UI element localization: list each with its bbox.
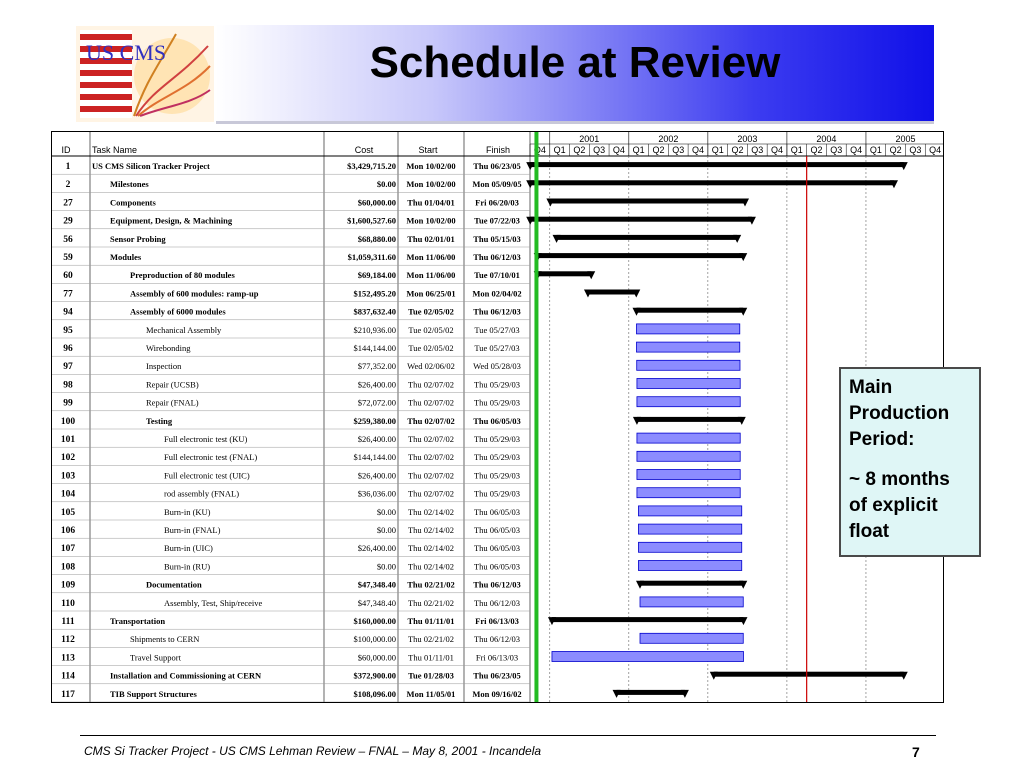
task-start: Thu 01/11/01 xyxy=(407,616,455,626)
task-bar xyxy=(637,360,740,370)
task-finish: Thu 05/29/03 xyxy=(473,397,521,408)
task-bar xyxy=(637,433,740,443)
task-start: Thu 02/14/02 xyxy=(407,543,455,554)
task-cost: $152,495.20 xyxy=(353,288,396,299)
task-finish: Thu 06/12/03 xyxy=(473,306,521,317)
task-id: 95 xyxy=(63,325,73,336)
task-bar xyxy=(638,561,741,571)
task-finish: Thu 05/29/03 xyxy=(473,452,521,463)
task-finish: Wed 05/28/03 xyxy=(473,361,521,372)
task-finish: Thu 05/29/03 xyxy=(473,434,521,444)
task-cost: $3,429,715.20 xyxy=(347,161,396,171)
task-name: Assembly, Test, Ship/receive xyxy=(164,597,263,608)
year-label: 2002 xyxy=(658,134,679,144)
task-start: Thu 02/07/02 xyxy=(407,379,455,390)
task-id: 106 xyxy=(60,526,76,536)
task-finish: Tue 07/10/01 xyxy=(474,270,520,281)
task-start: Thu 02/14/02 xyxy=(407,525,455,535)
task-finish: Thu 06/05/03 xyxy=(473,561,521,572)
task-id: 104 xyxy=(60,489,76,500)
task-bar xyxy=(638,506,741,516)
task-start: Mon 06/25/01 xyxy=(406,288,456,299)
task-bar xyxy=(637,488,740,498)
task-id: 108 xyxy=(60,562,76,573)
task-start: Thu 02/07/02 xyxy=(407,470,455,481)
callout-line-1: Main Production Period: xyxy=(849,377,950,450)
task-cost: $47,348.40 xyxy=(357,597,396,608)
task-id: 99 xyxy=(63,398,73,409)
task-name: Repair (FNAL) xyxy=(146,397,199,408)
column-header: Task Name xyxy=(92,145,138,155)
task-cost: $259,380.00 xyxy=(353,415,396,426)
summary-bar xyxy=(552,617,744,622)
task-id: 100 xyxy=(60,416,76,427)
task-name: Documentation xyxy=(146,579,202,590)
quarter-label: Q2 xyxy=(731,145,744,155)
task-cost: $26,400.00 xyxy=(357,470,396,481)
year-label: 2003 xyxy=(737,134,758,144)
task-bar xyxy=(637,451,740,461)
year-label: 2004 xyxy=(816,134,837,144)
task-name: Inspection xyxy=(146,361,182,372)
task-start: Thu 02/07/02 xyxy=(407,488,455,499)
task-cost: $68,880.00 xyxy=(357,233,396,244)
task-id: 1 xyxy=(65,162,71,172)
task-id: 107 xyxy=(60,544,76,555)
summary-bar xyxy=(538,253,744,258)
task-id: 27 xyxy=(63,198,73,209)
task-finish: Mon 09/16/02 xyxy=(472,688,522,699)
column-header: Cost xyxy=(354,145,374,155)
task-id: 102 xyxy=(60,453,76,464)
task-start: Thu 02/07/02 xyxy=(407,434,455,444)
quarter-label: Q3 xyxy=(593,145,606,155)
task-bar xyxy=(636,324,739,334)
task-finish: Thu 06/12/03 xyxy=(473,634,521,645)
task-name: Repair (UCSB) xyxy=(146,379,199,390)
task-start: Mon 11/06/00 xyxy=(406,270,456,281)
quarter-label: Q3 xyxy=(672,145,685,155)
task-start: Wed 02/06/02 xyxy=(407,361,455,372)
task-start: Thu 02/07/02 xyxy=(407,452,455,463)
task-id: 113 xyxy=(61,653,75,664)
task-bar xyxy=(637,470,740,480)
task-finish: Thu 05/29/03 xyxy=(473,470,521,481)
task-finish: Thu 06/12/03 xyxy=(473,252,521,262)
task-cost: $144,144.00 xyxy=(353,343,396,353)
summary-bar xyxy=(588,290,636,295)
task-finish: Thu 06/12/03 xyxy=(473,597,521,608)
task-id: 56 xyxy=(63,234,73,245)
task-cost: $77,352.00 xyxy=(357,361,396,372)
task-name: Full electronic test (UIC) xyxy=(164,470,250,481)
task-bar xyxy=(637,379,740,389)
task-id: 112 xyxy=(61,635,75,646)
footer-divider xyxy=(80,735,936,736)
task-id: 103 xyxy=(60,471,76,482)
task-cost: $72,072.00 xyxy=(357,397,396,408)
summary-bar xyxy=(530,217,752,222)
float-callout xyxy=(839,367,981,557)
task-start: Thu 02/14/02 xyxy=(407,561,455,572)
task-id: 96 xyxy=(63,344,73,354)
task-start: Mon 11/06/00 xyxy=(406,252,456,262)
task-start: Thu 02/07/02 xyxy=(407,415,455,426)
task-cost: $108,096.00 xyxy=(353,688,396,699)
gantt-svg xyxy=(52,132,944,703)
task-start: Thu 01/11/01 xyxy=(408,652,454,663)
task-id: 101 xyxy=(60,435,76,445)
task-name: Sensor Probing xyxy=(110,233,166,244)
task-start: Thu 02/21/02 xyxy=(407,634,455,645)
task-id: 109 xyxy=(60,580,76,591)
task-id: 117 xyxy=(61,689,75,700)
task-cost: $0.00 xyxy=(376,525,396,535)
quarter-label: Q4 xyxy=(771,145,784,155)
task-start: Thu 02/07/02 xyxy=(407,397,455,408)
task-finish: Tue 05/27/03 xyxy=(474,343,520,353)
task-finish: Thu 06/05/03 xyxy=(473,415,521,426)
task-name: Burn-in (KU) xyxy=(164,506,211,517)
quarter-label: Q1 xyxy=(711,145,724,155)
callout-line-2: ~ 8 months of explicit float xyxy=(849,469,950,542)
summary-bar xyxy=(637,417,742,422)
task-cost: $837,632.40 xyxy=(353,306,396,317)
task-bar xyxy=(640,633,743,643)
task-cost: $372,900.00 xyxy=(353,670,396,681)
task-finish: Thu 06/05/03 xyxy=(473,543,521,554)
task-bar xyxy=(636,342,739,352)
task-finish: Mon 05/09/05 xyxy=(472,179,522,190)
quarter-label: Q4 xyxy=(929,145,942,155)
task-name: Travel Support xyxy=(130,652,181,663)
task-finish: Thu 05/29/03 xyxy=(473,488,521,499)
task-finish: Thu 05/29/03 xyxy=(473,379,521,390)
task-cost: $60,000.00 xyxy=(357,652,396,663)
summary-bar xyxy=(640,581,743,586)
task-start: Mon 11/05/01 xyxy=(406,688,456,699)
quarter-label: Q3 xyxy=(751,145,764,155)
quarter-label: Q4 xyxy=(850,145,863,155)
task-name: Wirebonding xyxy=(146,343,191,353)
task-start: Tue 01/28/03 xyxy=(408,670,454,681)
task-name: Mechanical Assembly xyxy=(146,324,222,335)
task-finish: Mon 02/04/02 xyxy=(472,288,522,299)
quarter-label: Q4 xyxy=(533,145,546,155)
task-id: 29 xyxy=(63,216,73,227)
task-finish: Thu 06/05/03 xyxy=(473,525,521,535)
task-id: 94 xyxy=(63,307,73,318)
task-name: Modules xyxy=(110,252,142,262)
task-name: Installation and Commissioning at CERN xyxy=(110,670,262,681)
task-name: Milestones xyxy=(110,179,149,190)
task-name: Equipment, Design, & Machining xyxy=(110,215,233,226)
task-finish: Thu 05/15/03 xyxy=(473,233,521,244)
task-finish: Fri 06/13/03 xyxy=(475,616,519,626)
task-finish: Thu 06/05/03 xyxy=(473,506,521,517)
column-header: Start xyxy=(418,145,438,155)
task-name: Testing xyxy=(146,415,173,426)
task-cost: $26,400.00 xyxy=(357,379,396,390)
task-name: Full electronic test (FNAL) xyxy=(164,452,258,463)
us-cms-logo-graphic xyxy=(76,26,214,122)
task-name: Burn-in (FNAL) xyxy=(164,525,221,535)
task-cost: $0.00 xyxy=(376,506,396,517)
task-bar xyxy=(640,597,743,607)
summary-bar xyxy=(617,690,685,695)
task-start: Tue 02/05/02 xyxy=(408,306,454,317)
footer-text: CMS Si Tracker Project - US CMS Lehman Review – FNAL – May 8, 2001 - Incandela xyxy=(84,744,542,758)
task-start: Mon 10/02/00 xyxy=(406,215,456,226)
task-cost: $144,144.00 xyxy=(353,452,396,463)
task-cost: $160,000.00 xyxy=(353,616,396,626)
column-header: ID xyxy=(61,145,71,155)
logo-text: US CMS xyxy=(86,40,167,65)
task-start: Mon 10/02/00 xyxy=(406,161,456,171)
task-id: 2 xyxy=(65,180,71,191)
summary-bar xyxy=(714,672,904,677)
quarter-label: Q4 xyxy=(612,145,625,155)
task-id: 59 xyxy=(63,253,73,263)
task-id: 111 xyxy=(61,617,75,627)
quarter-label: Q2 xyxy=(889,145,902,155)
task-start: Mon 10/02/00 xyxy=(406,179,456,190)
task-id: 60 xyxy=(63,271,73,282)
task-start: Thu 02/21/02 xyxy=(407,579,455,590)
task-id: 77 xyxy=(63,289,73,300)
column-header: Finish xyxy=(485,145,511,155)
task-start: Thu 01/04/01 xyxy=(407,197,455,208)
quarter-label: Q2 xyxy=(810,145,823,155)
task-cost: $36,036.00 xyxy=(357,488,396,499)
task-cost: $47,348.40 xyxy=(357,579,396,590)
quarter-label: Q3 xyxy=(830,145,843,155)
task-start: Thu 02/21/02 xyxy=(407,597,455,608)
task-finish: Tue 05/27/03 xyxy=(474,324,520,335)
task-id: 114 xyxy=(61,671,75,682)
task-start: Tue 02/05/02 xyxy=(408,343,454,353)
summary-bar xyxy=(530,162,904,167)
task-cost: $26,400.00 xyxy=(357,543,396,554)
task-name: rod assembly (FNAL) xyxy=(164,488,240,499)
task-name: TIB Support Structures xyxy=(110,688,197,699)
task-cost: $69,184.00 xyxy=(357,270,396,281)
task-id: 97 xyxy=(63,362,73,373)
task-bar xyxy=(637,397,740,407)
gantt-chart xyxy=(51,131,944,703)
quarter-label: Q1 xyxy=(869,145,882,155)
summary-bar xyxy=(636,308,743,313)
quarter-label: Q3 xyxy=(909,145,922,155)
task-finish: Fri 06/20/03 xyxy=(475,197,519,208)
task-name: US CMS Silicon Tracker Project xyxy=(92,161,210,171)
task-cost: $210,936.00 xyxy=(353,324,396,335)
summary-bar xyxy=(557,235,738,240)
year-label: 2005 xyxy=(895,134,916,144)
task-name: Assembly of 600 modules: ramp-up xyxy=(130,288,259,299)
task-start: Thu 02/14/02 xyxy=(407,506,455,517)
task-cost: $26,400.00 xyxy=(357,434,396,444)
task-finish: Thu 06/12/03 xyxy=(473,579,521,590)
task-cost: $60,000.00 xyxy=(357,197,396,208)
slide-title: Schedule at Review xyxy=(369,38,781,87)
task-name: Burn-in (RU) xyxy=(164,561,211,572)
summary-bar xyxy=(530,180,894,185)
task-finish: Tue 07/22/03 xyxy=(474,215,520,226)
task-cost: $1,600,527.60 xyxy=(347,215,396,226)
task-finish: Thu 06/23/05 xyxy=(473,670,521,681)
task-finish: Thu 06/23/05 xyxy=(473,161,521,171)
task-start: Tue 02/05/02 xyxy=(408,324,454,335)
task-start: Thu 02/01/01 xyxy=(407,233,455,244)
task-id: 105 xyxy=(60,507,76,518)
task-name: Components xyxy=(110,197,156,208)
summary-bar xyxy=(550,199,745,204)
task-name: Burn-in (UIC) xyxy=(164,543,213,554)
task-name: Preproduction of 80 modules xyxy=(130,270,235,281)
quarter-label: Q1 xyxy=(632,145,645,155)
task-cost: $1,059,311.60 xyxy=(347,252,396,262)
task-cost: $0.00 xyxy=(376,561,396,572)
quarter-label: Q2 xyxy=(573,145,586,155)
task-name: Shipments to CERN xyxy=(130,634,200,645)
task-name: Full electronic test (KU) xyxy=(164,434,248,444)
quarter-label: Q1 xyxy=(553,145,566,155)
task-name: Transportation xyxy=(110,616,166,626)
task-bar xyxy=(638,542,741,552)
year-label: 2001 xyxy=(579,134,600,144)
quarter-label: Q2 xyxy=(652,145,665,155)
title-banner-shadow xyxy=(216,121,934,124)
task-bar xyxy=(638,524,741,534)
summary-bar xyxy=(538,271,591,276)
quarter-label: Q1 xyxy=(790,145,803,155)
task-id: 98 xyxy=(63,380,73,391)
task-finish: Fri 06/13/03 xyxy=(475,652,519,663)
task-cost: $0.00 xyxy=(376,179,396,190)
page-number: 7 xyxy=(912,744,920,760)
task-cost: $100,000.00 xyxy=(353,634,396,645)
task-bar xyxy=(552,652,744,662)
task-name: Assembly of 6000 modules xyxy=(130,306,226,317)
task-id: 110 xyxy=(61,598,75,609)
us-cms-logo xyxy=(76,26,214,122)
quarter-label: Q4 xyxy=(691,145,704,155)
